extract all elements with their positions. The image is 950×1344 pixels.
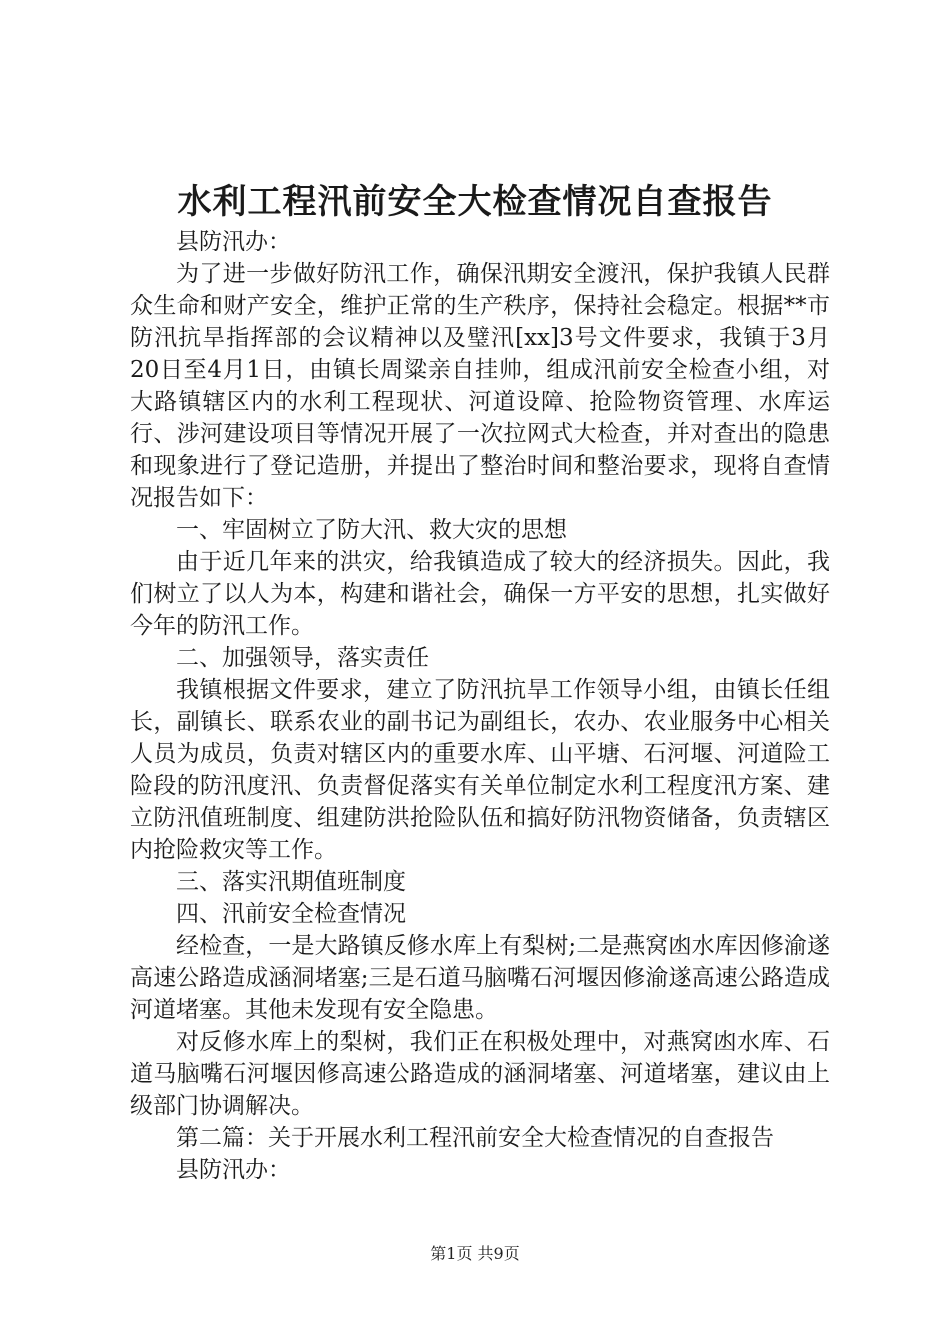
section-heading-4: 四、汛前安全检查情况: [176, 901, 406, 927]
second-article-salutation: 县防汛办：: [176, 1157, 291, 1183]
salutation: 县防汛办：: [176, 229, 291, 255]
intro-paragraph: 为了进一步做好防汛工作，确保汛期安全渡汛，保护我镇人民群众生命和财产安全，维护正常的生产秩序，保持社会稳定。根据**市防汛抗旱指挥部的会议精神以及璧汛[xx]3号文件要求，我镇于3月20日至4月1日，由镇长周粱亲自挂帅，组成汛前安全检查小组，对大路镇辖区内的水利工程现状、河道设障、抢险物资管理、水库运行、涉河建设项目等情况开展了一次拉网式大检查，并对查出的隐患和现象进行了登记造册，并提出了整治时间和整治要求，现将自查情况报告如下：: [130, 261, 830, 511]
document-body: [130, 226, 830, 1186]
section-heading-2: 二、加强领导，落实责任: [176, 645, 429, 671]
second-article-heading: 第二篇：关于开展水利工程汛前安全大检查情况的自查报告: [176, 1125, 774, 1151]
section-heading-1: 一、牢固树立了防大汛、救大灾的思想: [176, 517, 567, 543]
section-4-paragraph: 经检查，一是大路镇反修水库上有梨树;二是燕窝凼水库因修渝遂高速公路造成涵洞堵塞;三是石道马脑嘴石河堰因修渝遂高速公路造成河道堵塞。其他未发现有安全隐患。: [130, 933, 830, 1023]
section-4-followup-paragraph: 对反修水库上的梨树，我们正在积极处理中，对燕窝凼水库、石道马脑嘴石河堰因修高速公路造成的涵洞堵塞、河道堵塞，建议由上级部门协调解决。: [130, 1029, 830, 1119]
document-title: 水利工程汛前安全大检查情况自查报告: [177, 182, 773, 222]
section-heading-3: 三、落实汛期值班制度: [176, 869, 406, 895]
section-1-paragraph: 由于近几年来的洪灾，给我镇造成了较大的经济损失。因此，我们树立了以人为本，构建和谐社会，确保一方平安的思想，扎实做好今年的防汛工作。: [130, 549, 830, 639]
section-2-paragraph: 我镇根据文件要求，建立了防汛抗旱工作领导小组，由镇长任组长，副镇长、联系农业的副书记为副组长，农办、农业服务中心相关人员为成员，负责对辖区内的重要水库、山平塘、石河堰、河道险工险段的防汛度汛、负责督促落实有关单位制定水利工程度汛方案、建立防汛值班制度、组建防洪抢险队伍和搞好防汛物资储备，负责辖区内抢险救灾等工作。: [130, 677, 830, 863]
page-number-footer: 第1页 共9页: [430, 1244, 520, 1263]
